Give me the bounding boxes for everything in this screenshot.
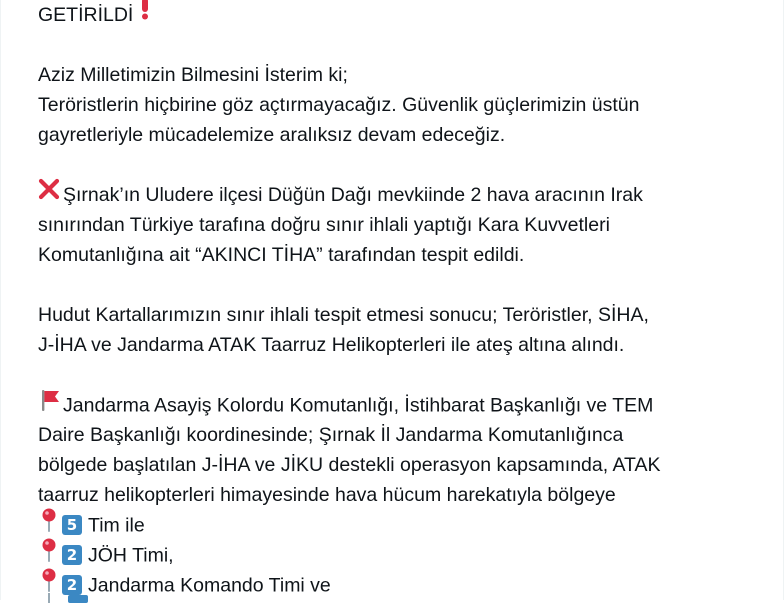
heading-text: GETİRİLDİ bbox=[38, 4, 134, 26]
paragraph-text: Şırnak’ın Uludere ilçesi Düğün Dağı mevkiinde 2 hava aracının Irak bbox=[63, 184, 643, 206]
tweet-line: Aziz Milletimizin Bilmesini İsterim ki; bbox=[38, 64, 348, 86]
list-item-text: Jandarma Komando Timi ve bbox=[88, 574, 331, 597]
paragraph-text: Jandarma Asayiş Kolordu Komutanlığı, İstihbarat Başkanlığı ve TEM bbox=[63, 394, 654, 417]
tweet-line: Komutanlığına ait “AKINCI TİHA” tarafından tespit edildi. bbox=[38, 244, 525, 266]
round-pushpin-icon bbox=[38, 508, 60, 541]
list-item-text: Tim ile bbox=[88, 514, 145, 537]
paragraph-gap bbox=[38, 150, 758, 180]
tweet-line bbox=[38, 180, 758, 210]
list-item bbox=[38, 510, 758, 540]
tweet-line: bölgede başlatılan J-İHA ve JİKU destekli operasyon kapsamında, ATAK bbox=[38, 454, 661, 476]
tweet-line: taarruz helikopterleri himayesinde hava hücum harekatıyla bölgeye bbox=[38, 484, 616, 506]
tweet-line: Teröristlerin hiçbirine göz açtırmayacağız. Güvenlik güçlerimizin üstün bbox=[38, 94, 640, 116]
paragraph-gap bbox=[38, 30, 758, 60]
tweet-line bbox=[38, 0, 758, 30]
cutoff-list-item bbox=[38, 590, 98, 608]
red-flag-icon bbox=[38, 388, 62, 421]
tweet-line: sınırından Türkiye tarafına doğru sınır ihlali yaptığı Kara Kuvvetleri bbox=[38, 214, 610, 236]
keycap-digit-icon: 2 bbox=[62, 545, 82, 565]
list-item-text: JÖH Timi, bbox=[88, 544, 174, 567]
red-cross-icon bbox=[38, 178, 60, 209]
list-item bbox=[38, 570, 758, 600]
round-pushpin-icon bbox=[38, 538, 60, 571]
keycap-digit-icon: 5 bbox=[62, 515, 82, 535]
tweet-line: gayretleriyle mücadelemize aralıksız devam edeceğiz. bbox=[38, 124, 506, 146]
tweet-line: J-İHA ve Jandarma ATAK Taarruz Helikopterleri ile ateş altına alındı. bbox=[38, 334, 625, 356]
tweet-text bbox=[38, 0, 758, 600]
paragraph-gap bbox=[38, 360, 758, 390]
tweet-line: Hudut Kartallarımızın sınır ihlali tespit etmesi sonucu; Teröristler, SİHA, bbox=[38, 304, 649, 326]
keycap-digit-icon: 2 bbox=[62, 575, 82, 595]
tweet-line: Daire Başkanlığı koordinesinde; Şırnak İl Jandarma Komutanlığınca bbox=[38, 424, 624, 446]
list-item bbox=[38, 540, 758, 570]
red-exclamation-icon bbox=[139, 0, 151, 29]
tweet-line bbox=[38, 390, 758, 420]
paragraph-gap bbox=[38, 270, 758, 300]
